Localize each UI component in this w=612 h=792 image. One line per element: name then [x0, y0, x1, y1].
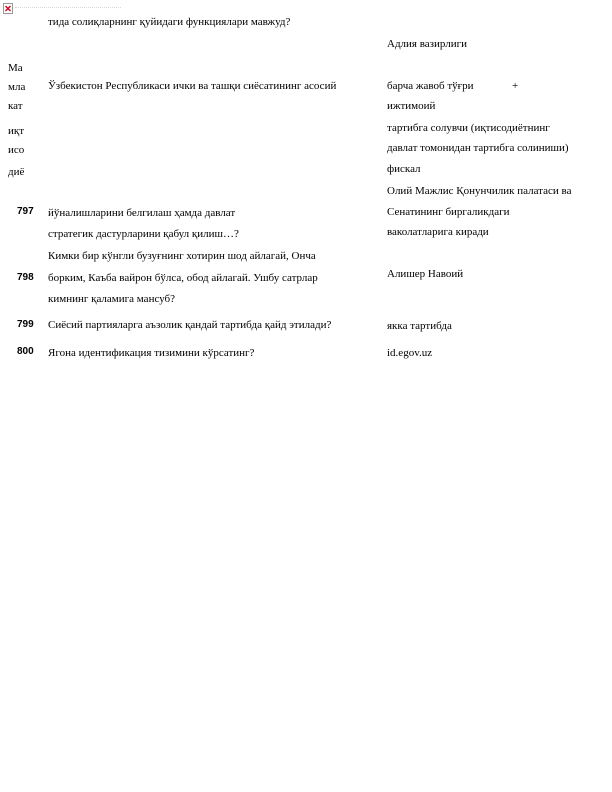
question-number: 799	[17, 319, 34, 330]
answer-text: тартибга солувчи (иқтисодиётнинг	[387, 122, 550, 134]
answer-text: Олий Мажлис Қонунчилик палатаси ва	[387, 185, 572, 197]
question-text: стратегик дастурларини қабул қилиш…?	[48, 228, 239, 240]
question-text: борким, Каъба вайрон бўлса, обод айлагай. Ушбу сатрлар	[48, 272, 318, 284]
correct-mark: +	[512, 80, 519, 92]
left-fragment-line: Ма	[8, 62, 23, 74]
question-number: 798	[17, 272, 34, 283]
answer-text: ижтимоий	[387, 100, 436, 112]
answer-text: ваколатларига киради	[387, 226, 489, 238]
question-text: Кимки бир кўнгли бузуғнинг хотирин шод айлагай, Онча	[48, 250, 316, 262]
question-text: йўналишларини белгилаш ҳамда давлат	[48, 207, 236, 219]
question-text: Сиёсий партияларга аъзолик қандай тартибда қайд этилади?	[48, 319, 332, 331]
question-tail: тида солиқларнинг қуйидаги функциялари мавжуд?	[48, 16, 291, 28]
left-fragment-line: иқт	[8, 125, 25, 137]
left-fragment-line: исо	[8, 144, 25, 156]
question-text: Ўзбекистон Республикаси ички ва ташқи сиёсатининг асосий	[48, 80, 337, 92]
question-number: 800	[17, 346, 34, 357]
answer-text: якка тартибда	[387, 320, 452, 332]
left-fragment-line: мла	[8, 81, 26, 93]
left-fragment-line: диё	[8, 166, 25, 178]
answer-text: барча жавоб тўғри	[387, 80, 474, 92]
broken-image-icon	[3, 3, 13, 14]
placeholder-line	[15, 7, 121, 8]
answer-text: Сенатининг биргаликдаги	[387, 206, 510, 218]
answer-top: Адлия вазирлиги	[387, 38, 468, 50]
left-fragment-line: кат	[8, 100, 23, 112]
answer-text: давлат томонидан тартибга солиниши)	[387, 142, 569, 154]
question-text: кимнинг қаламига мансуб?	[48, 293, 176, 305]
answer-text: фискал	[387, 163, 421, 175]
answer-text: id.egov.uz	[387, 347, 433, 359]
question-number: 797	[17, 206, 34, 217]
answer-text: Алишер Навоий	[387, 268, 464, 280]
question-text: Ягона идентификация тизимини кўрсатинг?	[48, 347, 255, 359]
